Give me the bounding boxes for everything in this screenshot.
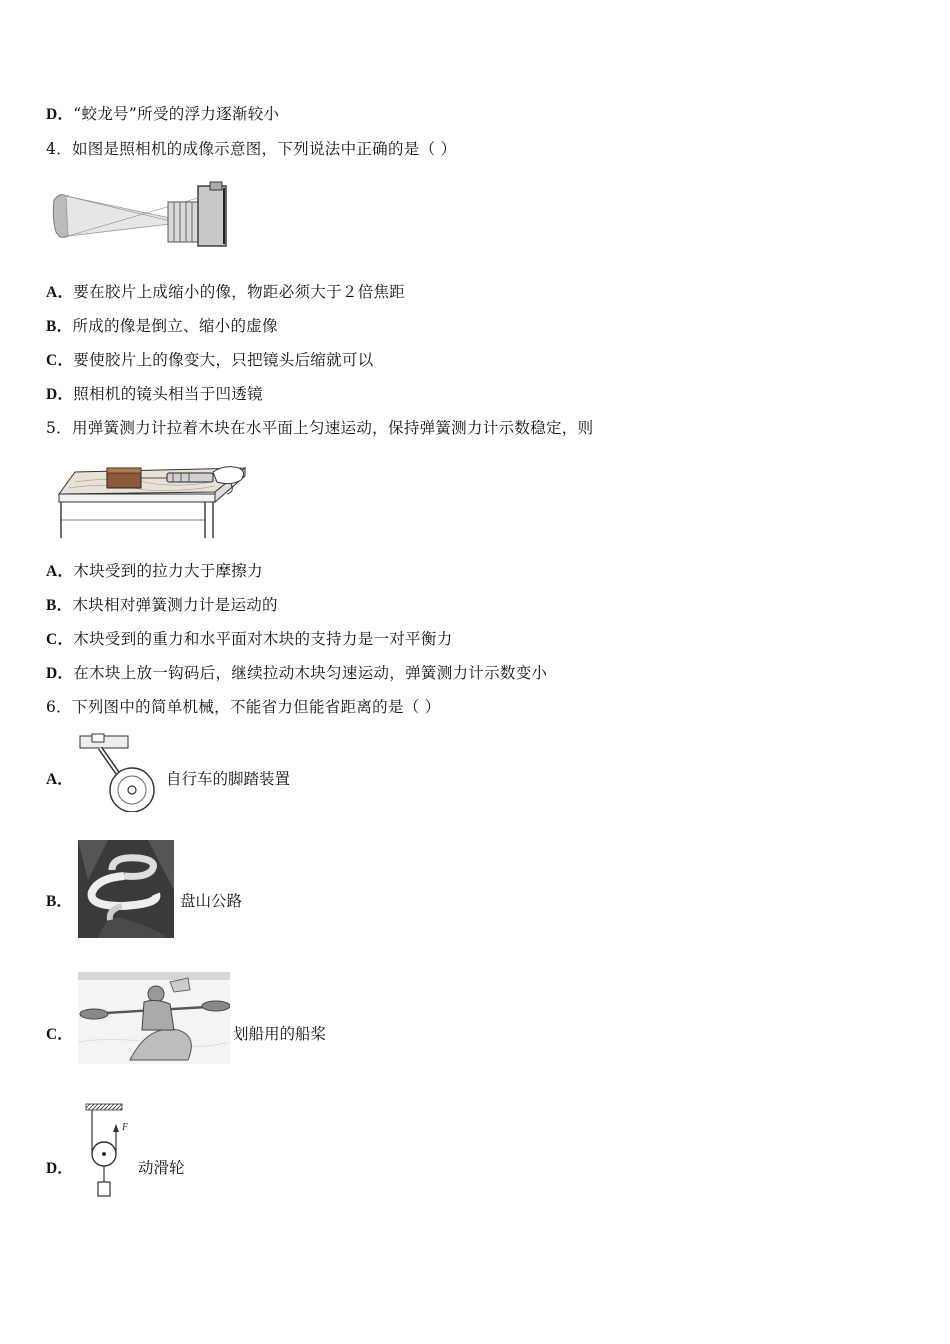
option-text: 要在胶片上成缩小的像，物距必须大于２倍焦距	[73, 283, 406, 301]
option-label: C．	[46, 352, 74, 369]
option-text: 所成的像是倒立、缩小的虚像	[72, 317, 278, 335]
spring-scale-table-image	[55, 458, 255, 542]
option-text: 要使胶片上的像变大，只把镜头后缩就可以	[73, 351, 374, 369]
q6-option-a-label[interactable]: A．	[46, 771, 73, 788]
option-text: 木块受到的重力和水平面对木块的支持力是一对平衡力	[73, 630, 453, 648]
q6-option-c-label[interactable]: C．	[46, 1026, 73, 1043]
q5-stem: 5．用弹簧测力计拉着木块在水平面上匀速运动，保持弹簧测力计示数稳定，则	[46, 419, 594, 437]
q6-option-d-caption: 动滑轮	[138, 1159, 185, 1177]
option-label: D．	[46, 665, 74, 682]
q4-option-c[interactable]	[46, 348, 374, 370]
q6-option-b-label[interactable]: B．	[46, 893, 72, 910]
option-text: 木块相对弹簧测力计是运动的	[72, 596, 278, 614]
boat-paddle-image	[78, 972, 230, 1064]
q4-option-d[interactable]	[46, 382, 263, 404]
option-text: 木块受到的拉力大于摩擦力	[73, 562, 263, 580]
option-text: 照相机的镜头相当于凹透镜	[73, 385, 263, 403]
option-label: A．	[46, 563, 74, 580]
q6-option-d-label[interactable]: D．	[46, 1160, 73, 1177]
option-label: D．	[46, 386, 74, 403]
q5-option-c[interactable]	[46, 627, 453, 649]
camera-diagram-image	[50, 180, 230, 250]
option-text: 在木块上放一钩码后，继续拉动木块匀速运动，弹簧测力计示数变小	[73, 664, 548, 682]
pulley-force-label: F	[122, 1122, 129, 1133]
q6-option-c-caption: 划船用的船桨	[233, 1025, 327, 1043]
option-label: B．	[46, 318, 73, 335]
option-label: C．	[46, 631, 74, 648]
q5-option-d[interactable]	[46, 661, 547, 683]
q6-option-a-caption: 自行车的脚踏装置	[166, 770, 291, 788]
q5-option-b[interactable]	[46, 593, 278, 615]
bicycle-pedal-image	[76, 732, 166, 812]
q3-option-d	[46, 102, 279, 124]
q6-option-b-caption: 盘山公路	[180, 892, 243, 910]
mountain-road-image	[78, 840, 174, 938]
q5-option-a[interactable]	[46, 559, 263, 581]
option-label: D．	[46, 106, 74, 123]
q6-stem: 6．下列图中的简单机械，不能省力但能省距离的是（ ）	[46, 698, 441, 716]
q4-stem: 4．如图是照相机的成像示意图，下列说法中正确的是（ ）	[46, 140, 457, 158]
option-label: A．	[46, 284, 74, 301]
option-label: B．	[46, 597, 73, 614]
q4-option-b[interactable]	[46, 314, 278, 336]
option-text: “蛟龙号”所受的浮力逐渐较小	[73, 105, 280, 123]
q4-option-a[interactable]	[46, 280, 405, 302]
movable-pulley-image	[84, 1102, 134, 1202]
